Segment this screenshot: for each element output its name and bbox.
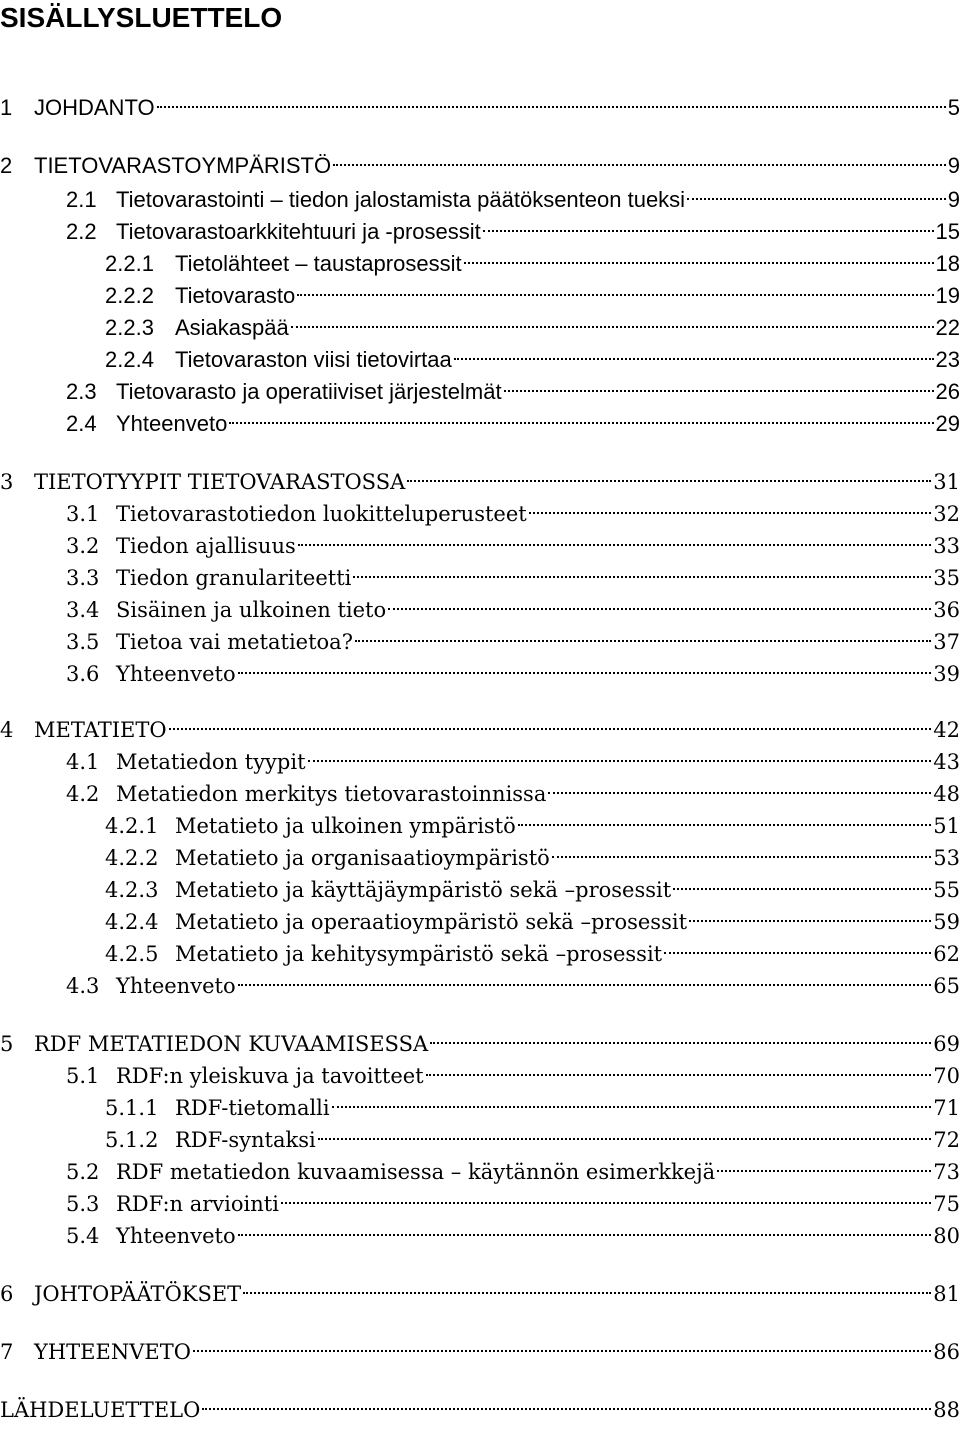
toc-entry-number: 4.2.2: [105, 846, 159, 870]
toc-entry-number: 3.4: [66, 598, 100, 622]
dot-leader: [552, 835, 931, 865]
toc-entry-label: Metatieto ja operaatioympäristö sekä –prosessit: [175, 910, 688, 934]
toc-entry-page-number: 22: [935, 315, 960, 340]
toc-entry-label: YHTEENVETO: [34, 1340, 191, 1364]
toc-entry-number: 5.1.1: [105, 1096, 159, 1120]
toc-entry-number: 2.1: [66, 187, 97, 212]
toc-entry[interactable]: [66, 1181, 960, 1216]
toc-entry[interactable]: [66, 369, 960, 404]
toc-entry-page-number: 9: [947, 153, 960, 178]
toc-entry-page-number: 81: [933, 1282, 960, 1306]
toc-entry[interactable]: [0, 1271, 960, 1306]
toc-entry[interactable]: [0, 1329, 960, 1364]
toc-entry[interactable]: [105, 1085, 960, 1120]
dot-leader: [238, 651, 932, 681]
toc-title: SISÄLLYSLUETTELO: [0, 2, 283, 33]
toc-entry[interactable]: [66, 1149, 960, 1184]
toc-entry-page-number: 51: [933, 814, 960, 838]
toc-entry-label: RDF-tietomalli: [175, 1096, 330, 1120]
toc-entry-page-number: 53: [933, 846, 960, 870]
toc-entry-page-number: 42: [933, 718, 960, 742]
toc-entry[interactable]: [105, 931, 960, 966]
dot-leader: [333, 143, 946, 173]
toc-entry-label: Metatiedon tyypit: [116, 750, 306, 774]
toc-entry-label: TIETOTYYPIT TIETOVARASTOSSA: [34, 470, 406, 494]
dot-leader: [664, 931, 931, 961]
dot-leader: [157, 85, 946, 115]
toc-entry-label: Tietolähteet – taustaprosessit: [175, 251, 462, 276]
toc-entry-number: 5.1: [66, 1064, 100, 1088]
toc-entry-page-number: 31: [933, 470, 960, 494]
toc-entry-page-number: 23: [935, 347, 960, 372]
dot-leader: [454, 337, 934, 367]
toc-entry-number: 2.2.4: [105, 347, 154, 372]
toc-entry-label: Tietovarastointi – tiedon jalostamista päätöksenteon tueksi: [116, 187, 686, 212]
toc-entry-number: 3.6: [66, 662, 100, 686]
dot-leader: [229, 401, 933, 431]
toc-entry-label: Metatieto ja ulkoinen ympäristö: [175, 814, 516, 838]
dot-leader: [426, 1053, 932, 1083]
toc-entry-page-number: 32: [933, 502, 960, 526]
toc-entry-number: 4.2: [66, 782, 100, 806]
toc-entry-number: 5.3: [66, 1192, 100, 1216]
toc-entry-number: 3: [0, 470, 14, 494]
toc-entry-label: Metatieto ja kehitysympäristö sekä –prosessit: [175, 942, 663, 966]
toc-entry-label: RDF:n arviointi: [116, 1192, 279, 1216]
dot-leader: [464, 241, 934, 271]
toc-entry[interactable]: [105, 241, 960, 276]
toc-entry-label: Tiedon granulariteetti: [116, 566, 352, 590]
toc-entry[interactable]: [66, 209, 960, 244]
dot-leader: [297, 273, 933, 303]
toc-entry-page-number: 37: [933, 630, 960, 654]
dot-leader: [238, 1213, 932, 1243]
toc-entry-label: Tiedon ajallisuus: [116, 534, 296, 558]
toc-entry-number: 2.2: [66, 219, 97, 244]
dot-leader: [308, 739, 932, 769]
dot-leader: [355, 619, 931, 649]
dot-leader: [483, 209, 934, 239]
toc-entry-page-number: 73: [933, 1160, 960, 1184]
toc-entry-label: Metatieto ja käyttäjäympäristö sekä –prosessit: [175, 878, 672, 902]
toc-entry-number: 3.1: [66, 502, 100, 526]
toc-entry-number: 5.2: [66, 1160, 100, 1184]
toc-entry[interactable]: [0, 85, 960, 120]
toc-entry[interactable]: [66, 1053, 960, 1088]
toc-entry-number: 3.2: [66, 534, 100, 558]
toc-entry-number: 4.2.1: [105, 814, 159, 838]
toc-entry-page-number: 19: [935, 283, 960, 308]
dot-leader: [193, 1329, 931, 1359]
toc-entry-label: Yhteenveto: [116, 1224, 236, 1248]
dot-leader: [332, 1085, 932, 1115]
toc-entry[interactable]: [105, 899, 960, 934]
toc-entry-label: TIETOVARASTOYMPÄRISTÖ: [34, 153, 332, 178]
dot-leader: [430, 1021, 931, 1051]
dot-leader: [353, 555, 931, 585]
toc-entry-number: 2.2.3: [105, 315, 154, 340]
toc-entry-page-number: 18: [935, 251, 960, 276]
toc-entry[interactable]: [66, 177, 960, 212]
toc-entry-label: Tietovarasto ja operatiiviset järjestelmät: [116, 379, 502, 404]
toc-entry[interactable]: [0, 1021, 960, 1056]
toc-entry-label: Yhteenveto: [116, 662, 236, 686]
dot-leader: [238, 963, 932, 993]
dot-leader: [388, 587, 931, 617]
toc-entry-page-number: 39: [933, 662, 960, 686]
toc-entry-label: JOHDANTO: [34, 95, 155, 120]
toc-entry-page-number: 69: [933, 1032, 960, 1056]
toc-entry[interactable]: [0, 459, 960, 494]
dot-leader: [169, 707, 932, 737]
toc-entry-page-number: 88: [933, 1398, 960, 1422]
toc-entry[interactable]: [105, 867, 960, 902]
toc-entry-label: Sisäinen ja ulkoinen tieto: [116, 598, 387, 622]
toc-entry-number: 3.3: [66, 566, 100, 590]
toc-entry-label: Tietovarasto: [175, 283, 296, 308]
toc-entry-number: 2.2.1: [105, 251, 154, 276]
toc-entry-label: Tietovaraston viisi tietovirtaa: [175, 347, 452, 372]
toc-entry[interactable]: [0, 707, 960, 742]
toc-entry-label: Tietoa vai metatietoa?: [116, 630, 353, 654]
toc-entry[interactable]: [66, 555, 960, 590]
dot-leader: [202, 1387, 931, 1417]
toc-entry[interactable]: [105, 337, 960, 372]
toc-entry-page-number: 55: [933, 878, 960, 902]
toc-entry-label: LÄHDELUETTELO: [0, 1398, 201, 1422]
toc-entry-page-number: 33: [933, 534, 960, 558]
toc-entry-page-number: 26: [935, 379, 960, 404]
toc-entry-number: 3.5: [66, 630, 100, 654]
toc-entry-label: RDF METATIEDON KUVAAMISESSA: [34, 1032, 429, 1056]
toc-entry-number: 2.2.2: [105, 283, 154, 308]
toc-entry-page-number: 71: [933, 1096, 960, 1120]
dot-leader: [518, 803, 931, 833]
toc-entry-label: Metatieto ja organisaatioympäristö: [175, 846, 550, 870]
toc-entry[interactable]: [105, 273, 960, 308]
toc-entry-page-number: 80: [933, 1224, 960, 1248]
dot-leader: [504, 369, 934, 399]
toc-entry-label: Tietovarastoarkkitehtuuri ja -prosessit: [116, 219, 481, 244]
toc-entry-number: 2: [0, 153, 13, 178]
dot-leader: [281, 1181, 931, 1211]
dot-leader: [548, 771, 931, 801]
dot-leader: [291, 305, 934, 335]
toc-entry-page-number: 70: [933, 1064, 960, 1088]
toc-entry-page-number: 86: [933, 1340, 960, 1364]
toc-entry-number: 2.3: [66, 379, 97, 404]
dot-leader: [687, 177, 946, 207]
toc-entry-number: 4.2.4: [105, 910, 159, 934]
toc-entry-page-number: 75: [933, 1192, 960, 1216]
toc-entry-label: RDF:n yleiskuva ja tavoitteet: [116, 1064, 424, 1088]
toc-entry-page-number: 48: [933, 782, 960, 806]
toc-entry-label: JOHTOPÄÄTÖKSET: [34, 1282, 242, 1306]
toc-entry[interactable]: [105, 803, 960, 838]
toc-entry-number: 5.4: [66, 1224, 100, 1248]
toc-entry[interactable]: [0, 143, 960, 178]
dot-leader: [717, 1149, 931, 1179]
toc-entry-number: 4.3: [66, 974, 100, 998]
toc-entry-label: Yhteenveto: [116, 974, 236, 998]
toc-entry-number: 4.2.3: [105, 878, 159, 902]
toc-entry[interactable]: [66, 771, 960, 806]
toc-entry[interactable]: [66, 587, 960, 622]
toc-entry[interactable]: [105, 1117, 960, 1152]
toc-entry[interactable]: [66, 1213, 960, 1248]
toc-entry-label: Metatiedon merkitys tietovarastoinnissa: [116, 782, 547, 806]
toc-entry-page-number: 72: [933, 1128, 960, 1152]
toc-entry-page-number: 59: [933, 910, 960, 934]
toc-entry-page-number: 65: [933, 974, 960, 998]
toc-entry-label: METATIETO: [34, 718, 167, 742]
toc-entry[interactable]: [105, 835, 960, 870]
dot-leader: [298, 523, 932, 553]
dot-leader: [529, 491, 932, 521]
toc-entry-label: RDF metatiedon kuvaamisessa – käytännön esimerkkejä: [116, 1160, 716, 1184]
toc-entry-number: 4: [0, 718, 14, 742]
dot-leader: [673, 867, 931, 897]
toc-entry[interactable]: [66, 619, 960, 654]
toc-entry[interactable]: [66, 739, 960, 774]
dot-leader: [243, 1271, 931, 1301]
toc-entry-number: 2.4: [66, 411, 97, 436]
toc-entry-page-number: 5: [947, 95, 960, 120]
toc-entry-page-number: 36: [933, 598, 960, 622]
toc-entry[interactable]: [66, 523, 960, 558]
toc-entry-number: 7: [0, 1340, 14, 1364]
toc-entry-label: Asiakaspää: [175, 315, 289, 340]
dot-leader: [407, 459, 931, 489]
toc-entry[interactable]: [105, 305, 960, 340]
toc-entry-number: 1: [0, 95, 13, 120]
toc-entry-number: 4.1: [66, 750, 100, 774]
toc-entry-page-number: 29: [935, 411, 960, 436]
toc-entry-label: Tietovarastotiedon luokitteluperusteet: [116, 502, 527, 526]
toc-entry-page-number: 35: [933, 566, 960, 590]
toc-entry[interactable]: [66, 491, 960, 526]
toc-entry-number: 6: [0, 1282, 14, 1306]
toc-entry[interactable]: [66, 401, 960, 436]
toc-entry-number: 5: [0, 1032, 14, 1056]
dot-leader: [318, 1117, 932, 1147]
toc-entry[interactable]: [66, 651, 960, 686]
toc-entry-page-number: 43: [933, 750, 960, 774]
dot-leader: [689, 899, 931, 929]
toc-entry-page-number: 62: [933, 942, 960, 966]
toc-entry-page-number: 15: [935, 219, 960, 244]
toc-entry[interactable]: [0, 1387, 960, 1422]
toc-entry-label: RDF-syntaksi: [175, 1128, 316, 1152]
toc-entry[interactable]: [66, 963, 960, 998]
toc-entry-number: 5.1.2: [105, 1128, 159, 1152]
toc-entry-label: Yhteenveto: [116, 411, 228, 436]
toc-entry-number: 4.2.5: [105, 942, 159, 966]
toc-entry-page-number: 9: [947, 187, 960, 212]
